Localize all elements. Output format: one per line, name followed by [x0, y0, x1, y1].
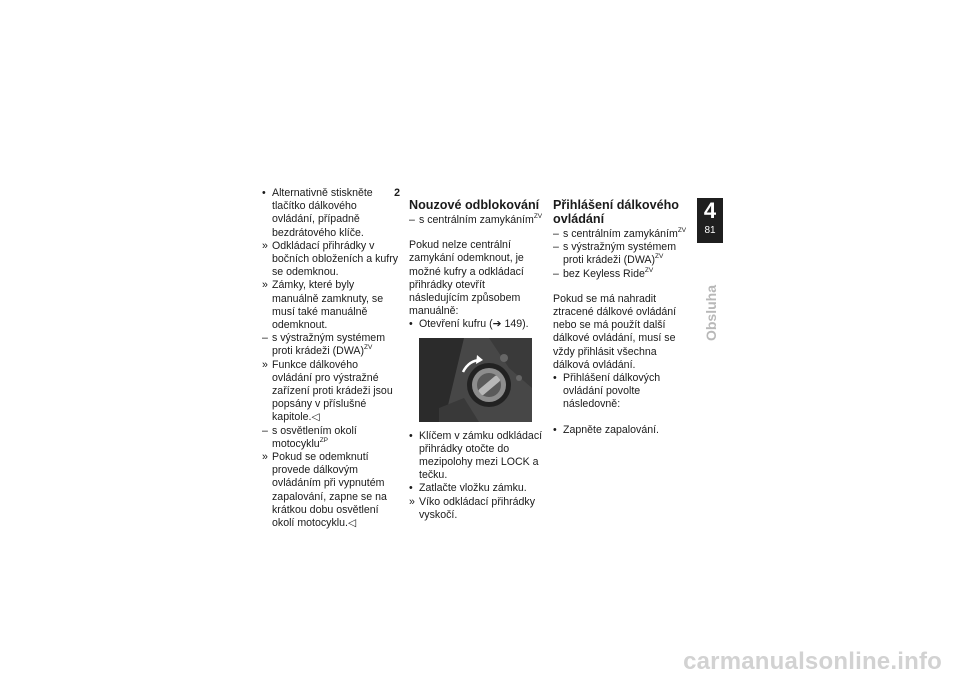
chapter-side-label-text: Obsluha: [703, 284, 719, 342]
watermark: carmanualsonline.info: [683, 648, 942, 675]
bullet-marker: •: [553, 372, 557, 385]
column-2: [409, 198, 547, 522]
chapter-number: 4: [703, 198, 717, 223]
section-title-remote-login: Přihlášení dálkového ovládání: [553, 198, 679, 226]
bullet-marker: •: [409, 429, 413, 442]
condition-text: s centrálním zamykáním: [419, 214, 534, 226]
chapter-side-label: [696, 278, 726, 348]
paragraph: Pokud nelze centrální zamykání odemknout, je možné kufry a odkládací přihrádky otevřít následujícím způsobem manuálně:: [409, 239, 524, 318]
section-title-emergency-unlock: Nouzové odblokování: [409, 198, 540, 212]
column-1: [262, 187, 400, 530]
condition-marker: –: [262, 332, 268, 345]
chapter-tab: [697, 198, 723, 243]
option-code: ZP: [319, 436, 328, 444]
result-text: Pokud se odemknutí provede dálkovým ovládáním při vypnutém zapalování, zapne se na krátkou dobu osvětlení okolí motocyklu.◁: [272, 451, 387, 530]
result-item: [262, 359, 400, 425]
paragraph: Pokud se má nahradit ztracené dálkové ovládání nebo se má použít další dálkové ovládání, musí se vždy přihlásit všechna dálková ovládání.: [553, 292, 677, 371]
page-number: 81: [704, 225, 716, 236]
step-text: Přihlášení dálkových ovládání povolte následovně:: [563, 372, 661, 411]
step-text: Zapněte zapalování.: [563, 423, 660, 436]
bullet-marker: •: [409, 482, 413, 495]
step-text: Alternativně stiskněte tlačítko dálkového ovládání, případně bezdrátového klíče.: [272, 187, 373, 239]
option-code: ZV: [644, 266, 654, 274]
option-code: ZV: [364, 344, 373, 352]
condition-text: s osvětlením okolí motocyklu: [272, 424, 357, 450]
step-item: [553, 372, 693, 412]
step-item: [409, 318, 547, 331]
result-item: [262, 451, 400, 530]
step-text: ).: [522, 318, 529, 331]
result-item: [262, 240, 400, 280]
condition-marker: –: [553, 241, 559, 254]
condition-item: [553, 228, 693, 241]
step-item: [262, 187, 400, 240]
condition-item: [553, 241, 693, 267]
page-ref-arrow-icon: ➔: [492, 318, 502, 331]
condition-item: [409, 214, 547, 227]
condition-text: s výstražným systémem proti krádeži (DWA): [272, 332, 386, 358]
condition-item: [262, 332, 400, 358]
result-marker: »: [262, 279, 268, 292]
step-text: Otevření kufru (: [419, 318, 493, 331]
column-3: [553, 198, 693, 437]
result-text: Odkládací přihrádky v bočních obloženích a kufry se odemknou.: [272, 239, 399, 279]
result-text: Zámky, které byly manuálně zamknuty, se musí také manuálně odemknout.: [272, 279, 384, 332]
step-item: [409, 482, 547, 495]
step-text: Zatlačte vložku zámku.: [419, 482, 527, 495]
result-marker: »: [262, 358, 268, 371]
bullet-marker: •: [409, 318, 413, 331]
condition-item: [553, 268, 693, 281]
result-marker: »: [262, 451, 268, 464]
option-code: ZV: [677, 227, 687, 234]
condition-text: s centrálním zamykáním: [563, 228, 678, 240]
bullet-marker: •: [262, 187, 266, 199]
result-marker: »: [409, 495, 415, 508]
lock-photo: [419, 338, 532, 422]
condition-text: s výstražným systémem proti krádeži (DWA): [563, 241, 677, 267]
step-item: [553, 424, 693, 437]
condition-marker: –: [409, 214, 415, 226]
lock-illustration: [419, 338, 532, 422]
bullet-marker: •: [553, 423, 557, 436]
result-text: Víko odkládací přihrádky vyskočí.: [419, 495, 536, 521]
result-item: [262, 279, 400, 332]
result-marker: »: [262, 239, 268, 252]
step-item: [409, 430, 547, 483]
step-text: Klíčem v zámku odkládací přihrádky otočte do mezipolohy mezi LOCK a tečku.: [419, 429, 543, 482]
condition-marker: –: [262, 424, 268, 437]
condition-item: [262, 425, 400, 451]
figure-callout-number: 2: [394, 187, 400, 199]
condition-text: bez Keyless Ride: [563, 267, 645, 280]
result-item: [409, 496, 547, 522]
condition-marker: –: [553, 267, 559, 280]
condition-marker: –: [553, 228, 559, 240]
option-code: ZV: [655, 253, 664, 261]
option-code: ZV: [533, 213, 543, 220]
page-reference[interactable]: 149: [504, 318, 523, 331]
result-text: Funkce dálkového ovládání pro výstražné zařízení proti krádeži jsou popsány v příslušné kapitole.◁: [272, 358, 393, 424]
